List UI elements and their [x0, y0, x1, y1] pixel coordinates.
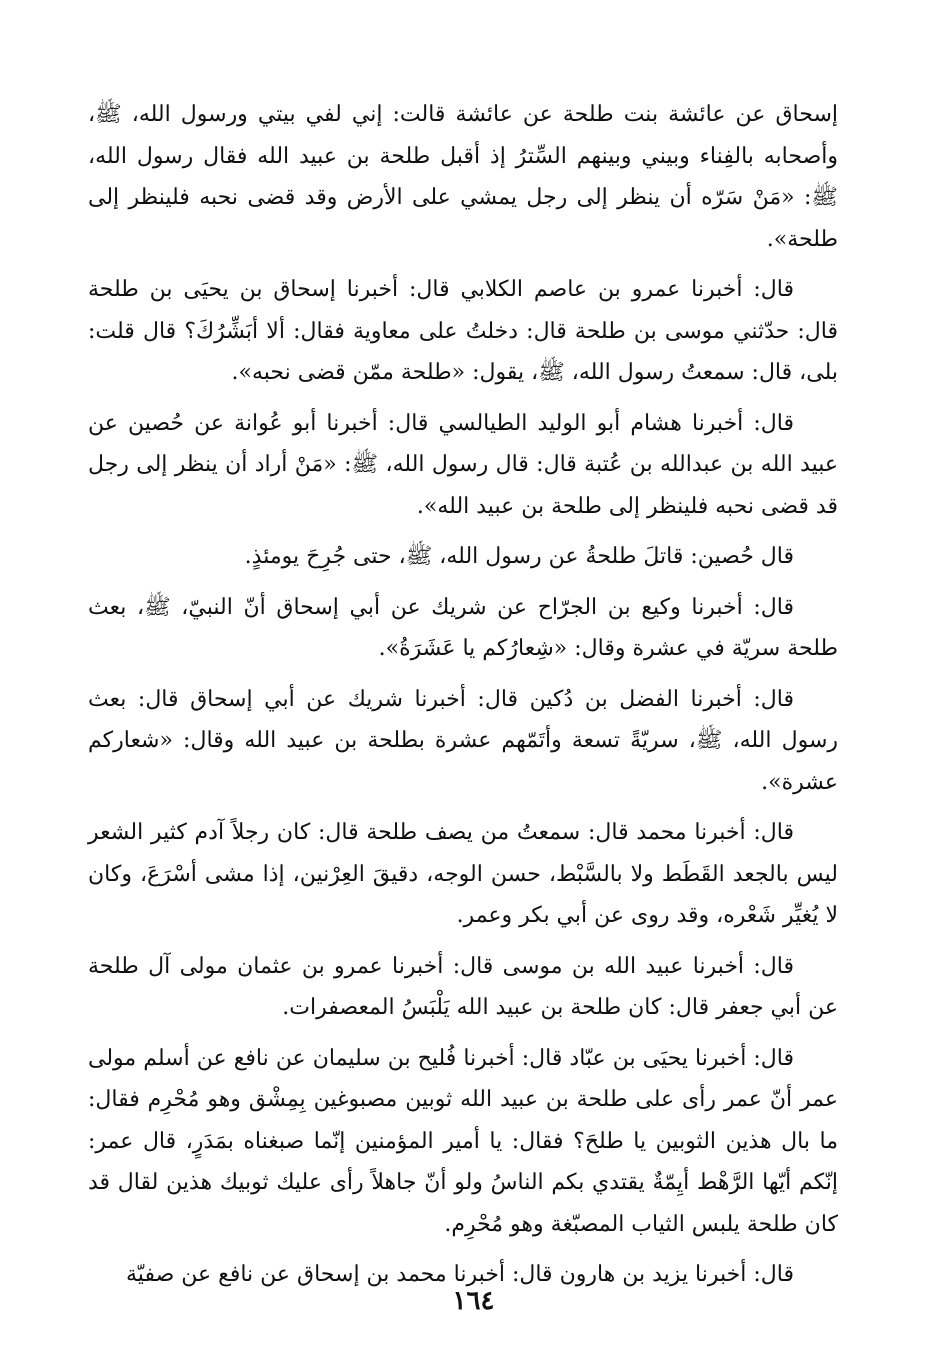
page-body [88, 94, 838, 1305]
paragraph-1: إسحاق عن عائشة بنت طلحة عن عائشة قالت: إني لفي بيتي ورسول الله، ﷺ، وأصحابه بالفِناء وبيني وبينهم السِّترُ إذ أقبل طلحة بن عبيد الله فقال رسول الله، ﷺ: «مَنْ سَرّه أن ينظر إلى رجل يمشي على الأرض وقد قضى نحبه فلينظر إلى طلحة». [88, 102, 838, 252]
page-number: ١٦٤ [452, 1286, 495, 1316]
paragraph-2: قال: أخبرنا عمرو بن عاصم الكلابي قال: أخبرنا إسحاق بن يحيَى بن طلحة قال: حدّثني موسى بن طلحة قال: دخلتُ على معاوية فقال: ألا أبَشِّرُكَ؟ قال قلت: بلى، قال: سمعتُ رسول الله، ﷺ، يقول: «طلحة ممّن قضى نحبه». [88, 277, 838, 385]
paragraph-7: قال: أخبرنا محمد قال: سمعتُ من يصف طلحة قال: كان رجلاً آدم كثير الشعر ليس بالجعد القَطَط ولا بالسَّبْط، حسن الوجه، دقيقَ العِرْنين، إذا مشى أسْرَعَ، وكان لا يُغيِّر شَعْره، وقد روى عن أبي بكر وعمر. [88, 820, 838, 928]
paragraph-10: قال: أخبرنا يزيد بن هارون قال: أخبرنا محمد بن إسحاق عن نافع عن صفيّة [126, 1262, 794, 1287]
paragraph-9: قال: أخبرنا يحيَى بن عبّاد قال: أخبرنا فُليح بن سليمان عن نافع عن أسلم مولى عمر أنّ عمر رأى على طلحة بن عبيد الله ثوبين مصبوغين بِمِشْق وهو مُحْرِم فقال: ما بال هذين الثوبين يا طلحَ؟ فقال: يا أمير المؤمنين إنّما صبغناه بمَدَرٍ، قال عمر: إنّكم أيّها الرَّهْط أيِمّةٌ يقتدي بكم الناسُ ولو أنّ جاهلاً رأى عليك ثوبيك هذين لقال قد كان طلحة يلبس الثياب المصبّغة وهو مُحْرِم. [88, 1045, 839, 1237]
paragraph-6: قال: أخبرنا الفضل بن دُكين قال: أخبرنا شريك عن أبي إسحاق قال: بعث رسول الله، ﷺ، سريّةً تسعة وأتَمّهم عشرة بطلحة بن عبيد الله وقال: «شعاركم عشرة». [88, 686, 838, 795]
paragraph-4: قال حُصين: قاتلَ طلحةُ عن رسول الله، ﷺ، حتى جُرِحَ يومئذٍ. [244, 544, 794, 569]
paragraph-5: قال: أخبرنا وكيع بن الجرّاح عن شريك عن أبي إسحاق أنّ النبيّ، ﷺ، بعث طلحة سريّة في عشرة وقال: «شِعارُكم يا عَشَرَةُ». [88, 594, 838, 661]
paragraph-3: قال: أخبرنا هشام أبو الوليد الطيالسي قال: أخبرنا أبو عُوانة عن حُصين عن عبيد الله بن عبدالله بن عُتبة قال: قال رسول الله، ﷺ: «مَنْ أراد أن ينظر إلى رجل قد قضى نحبه فلينظر إلى طلحة بن عبيد الله». [88, 410, 838, 519]
paragraph-8: قال: أخبرنا عبيد الله بن موسى قال: أخبرنا عمرو بن عثمان مولى آل طلحة عن أبي جعفر قال: كان طلحة بن عبيد الله يَلْبَسُ المعصفرات. [88, 953, 838, 1020]
